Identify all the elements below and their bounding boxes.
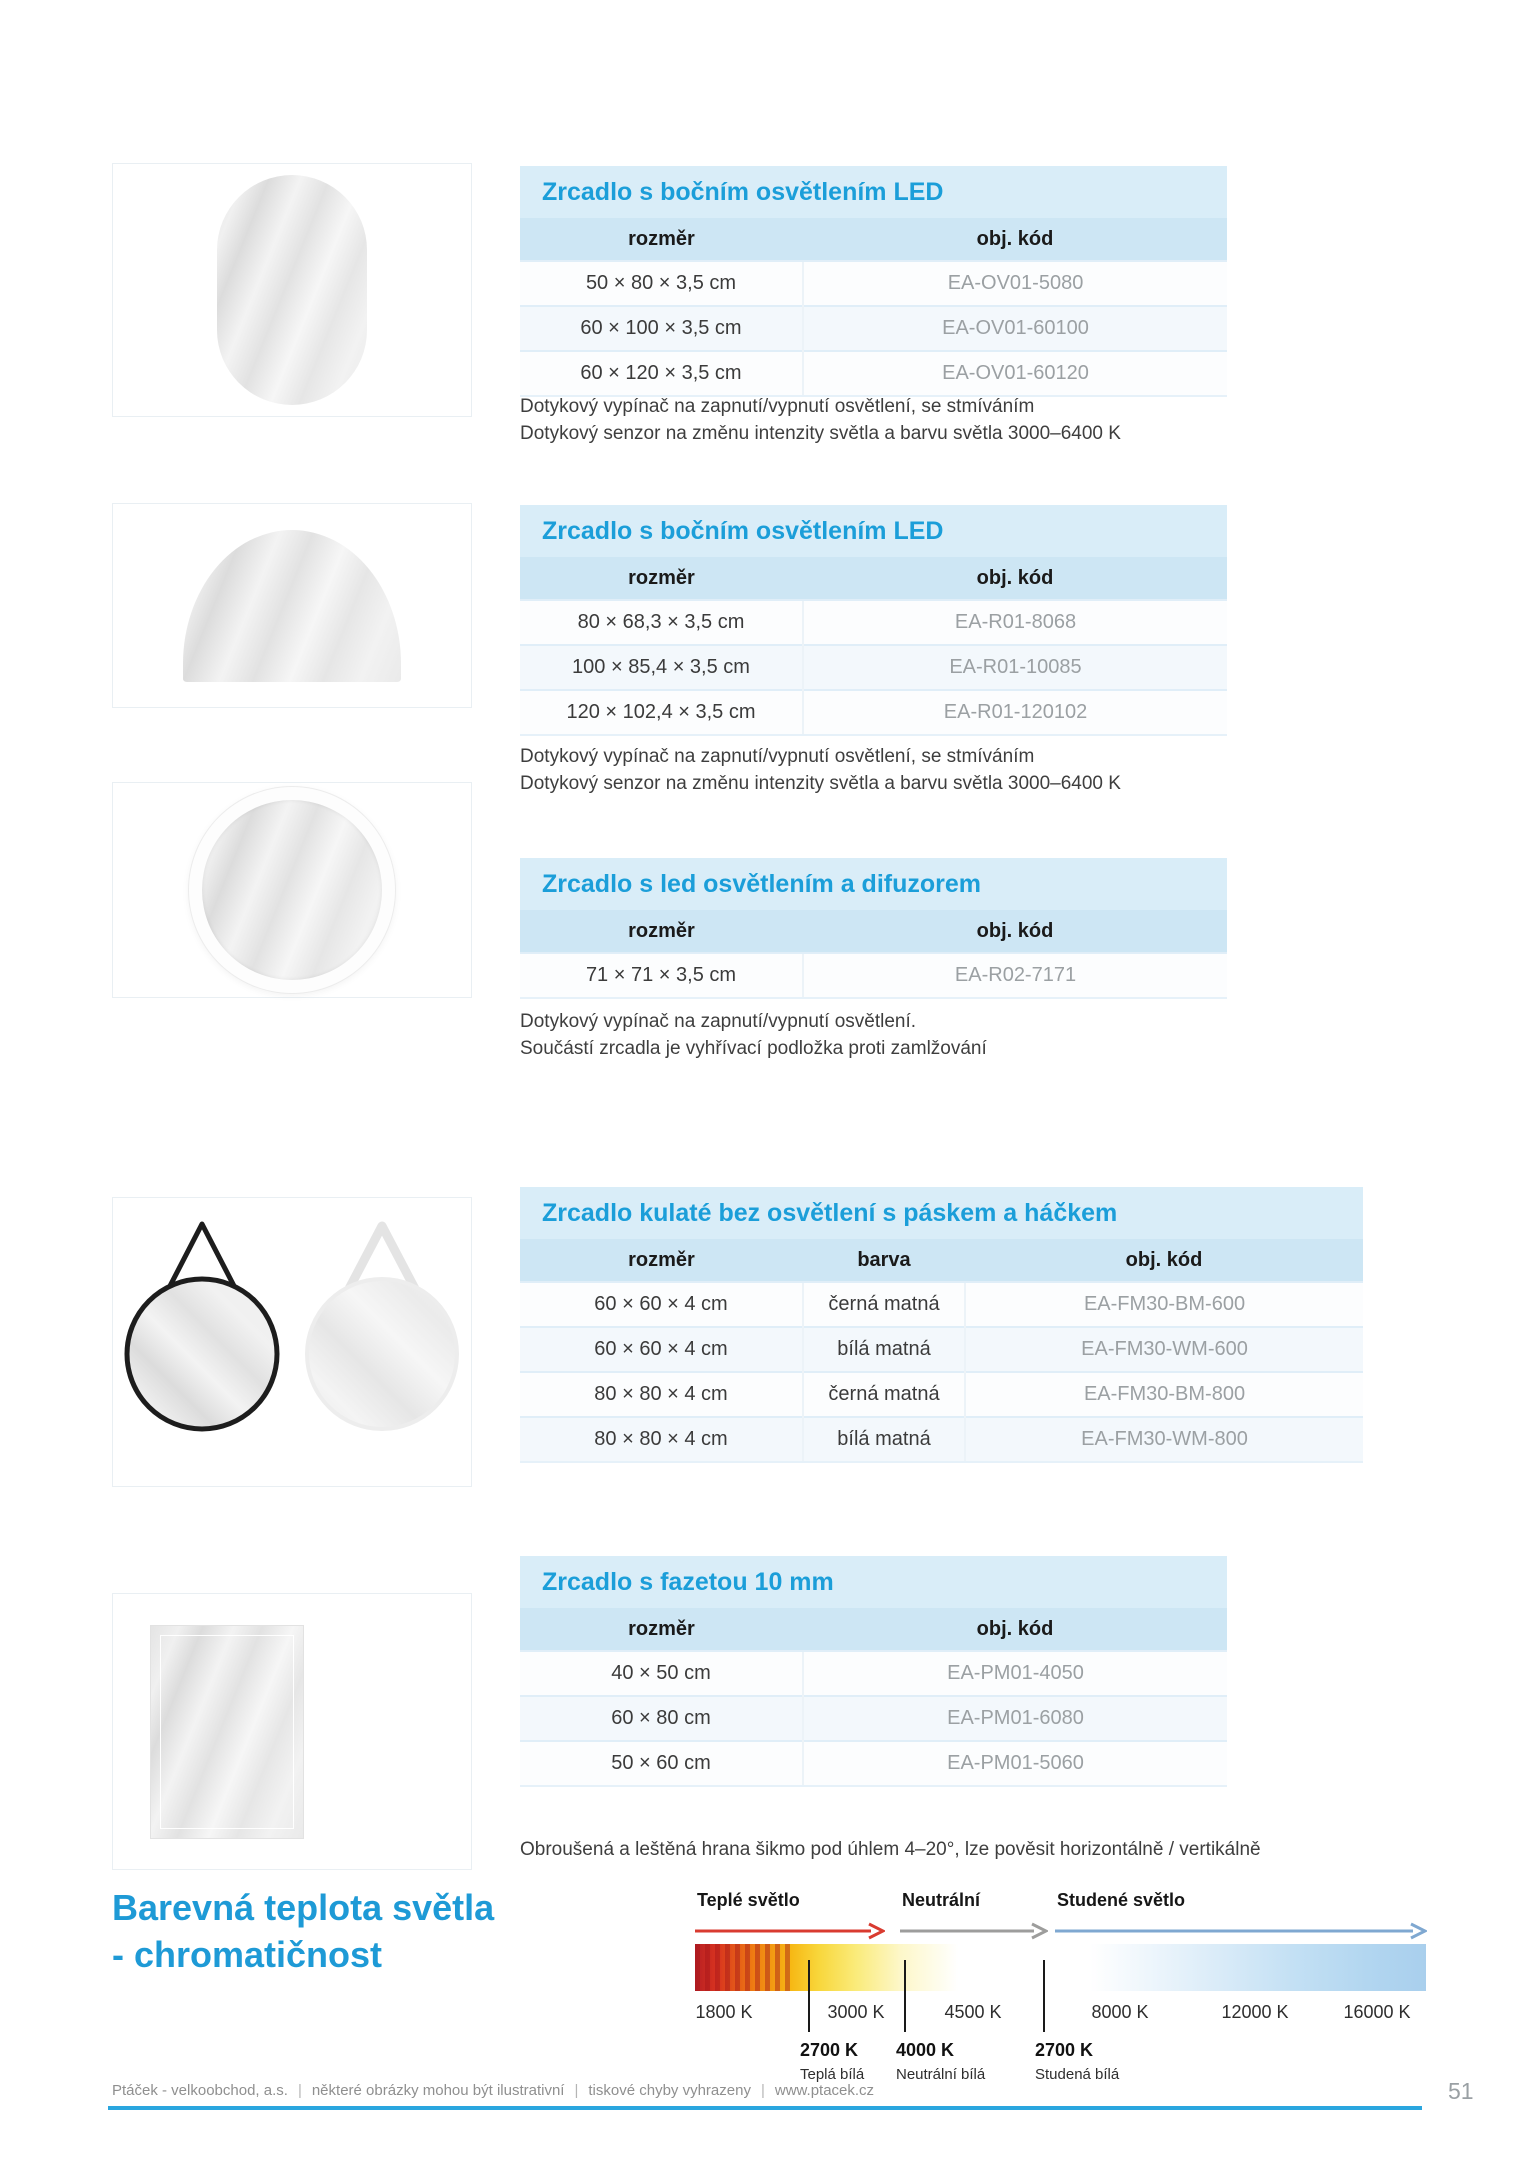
column-header: barva — [803, 1239, 965, 1282]
mark-value: 2700 K — [1035, 2040, 1094, 2060]
table-cell: EA-OV01-5080 — [803, 261, 1227, 306]
warm-light-label: Teplé světlo — [697, 1890, 800, 1910]
table-cell: 80 × 68,3 × 3,5 cm — [520, 600, 803, 645]
column-header: rozměr — [520, 1608, 803, 1651]
table-row — [520, 351, 1227, 396]
neutral-arrow-icon — [900, 1922, 1048, 1940]
table-cell: 50 × 60 cm — [520, 1741, 803, 1786]
scale-label: 4500 K — [944, 2002, 1002, 2022]
table-cell: 80 × 80 × 4 cm — [520, 1417, 803, 1462]
color-temperature-heading — [112, 1884, 494, 1978]
table-cell: EA-PM01-5060 — [803, 1741, 1227, 1786]
scale-label: 16000 K — [1343, 2002, 1411, 2022]
table-cell: EA-FM30-BM-800 — [965, 1372, 1363, 1417]
table-cell: 50 × 80 × 3,5 cm — [520, 261, 803, 306]
oval-mirror-image — [217, 175, 367, 405]
product-table — [520, 858, 1227, 999]
table-cell: EA-FM30-WM-600 — [965, 1327, 1363, 1372]
table-cell: EA-PM01-4050 — [803, 1651, 1227, 1696]
mark-value: 2700 K — [800, 2040, 859, 2060]
table-row — [520, 306, 1227, 351]
white-strap-mirror-image — [302, 1212, 462, 1434]
column-header: rozměr — [520, 218, 803, 261]
table-row — [520, 1327, 1363, 1372]
product-title: Zrcadlo s bočním osvětlením LED — [520, 505, 1227, 557]
table-row — [520, 1417, 1363, 1462]
table-row — [520, 1741, 1227, 1786]
product-notes — [520, 1008, 987, 1062]
note-line: Dotykový vypínač na zapnutí/vypnutí osvětlení, se stmíváním — [520, 746, 1035, 767]
mark-label: Neutrální bílá — [896, 2066, 986, 2083]
table-cell: 71 × 71 × 3,5 cm — [520, 953, 803, 998]
product-table — [520, 166, 1227, 397]
table-cell: EA-OV01-60120 — [803, 351, 1227, 396]
note-line: Součástí zrcadla je vyhřívací podložka proti zamlžování — [520, 1038, 987, 1059]
product-table — [520, 505, 1227, 736]
column-header: obj. kód — [803, 1608, 1227, 1651]
footer-item: některé obrázky mohou být ilustrativní — [311, 2082, 565, 2099]
mark-value: 4000 K — [896, 2040, 955, 2060]
column-header: obj. kód — [965, 1239, 1363, 1282]
footer-separator: | — [297, 2082, 302, 2099]
product-image-box — [112, 782, 472, 998]
table-cell: 120 × 102,4 × 3,5 cm — [520, 690, 803, 735]
product-title: Zrcadlo s led osvětlením a difuzorem — [520, 858, 1227, 910]
black-strap-mirror-image — [122, 1212, 282, 1434]
product-image-box — [112, 503, 472, 708]
table-row — [520, 645, 1227, 690]
footer-item: tiskové chyby vyhrazeny — [588, 2082, 751, 2099]
scale-label: 3000 K — [827, 2002, 885, 2022]
table-cell: 60 × 100 × 3,5 cm — [520, 306, 803, 351]
product-title: Zrcadlo kulaté bez osvětlení s páskem a háčkem — [520, 1187, 1363, 1239]
color-temperature-gradient-bar — [695, 1944, 1426, 1991]
table-cell: EA-R01-10085 — [803, 645, 1227, 690]
page-number: 51 — [1448, 2078, 1474, 2104]
table-cell: 80 × 80 × 4 cm — [520, 1372, 803, 1417]
mark-label: Teplá bílá — [800, 2066, 865, 2083]
table-cell: 60 × 60 × 4 cm — [520, 1282, 803, 1327]
footer-separator: | — [760, 2082, 765, 2099]
table-row — [520, 953, 1227, 998]
table-cell: 60 × 60 × 4 cm — [520, 1327, 803, 1372]
neutral-light-label: Neutrální — [902, 1890, 981, 1910]
footer-website-link[interactable]: www.ptacek.cz — [774, 2082, 875, 2099]
table-row — [520, 1696, 1227, 1741]
warm-stripes — [695, 1944, 791, 1991]
table-row — [520, 1282, 1363, 1327]
table-row — [520, 1651, 1227, 1696]
scale-label: 12000 K — [1221, 2002, 1289, 2022]
tick-mark — [808, 1960, 810, 2032]
column-header: obj. kód — [803, 218, 1227, 261]
note-line: Dotykový vypínač na zapnutí/vypnutí osvětlení. — [520, 1011, 917, 1032]
table-row — [520, 261, 1227, 306]
table-cell: EA-R01-120102 — [803, 690, 1227, 735]
table-cell: EA-FM30-WM-800 — [965, 1417, 1363, 1462]
table-row — [520, 690, 1227, 735]
column-header: rozměr — [520, 1239, 803, 1282]
table-cell: 60 × 80 cm — [520, 1696, 803, 1741]
scale-label: 8000 K — [1091, 2002, 1149, 2022]
table-cell: EA-OV01-60100 — [803, 306, 1227, 351]
table-cell: EA-R02-7171 — [803, 953, 1227, 998]
product-table — [520, 1556, 1227, 1787]
table-cell: EA-PM01-6080 — [803, 1696, 1227, 1741]
note-line: Dotykový senzor na změnu intenzity světla a barvu světla 3000–6400 K — [520, 773, 1121, 794]
product-image-box — [112, 163, 472, 417]
column-header: obj. kód — [803, 910, 1227, 953]
facet-mirror-image — [151, 1626, 303, 1838]
footer-item: Ptáček - velkoobchod, a.s. — [112, 2082, 288, 2099]
table-cell: černá matná — [803, 1372, 965, 1417]
footer-divider-line — [108, 2106, 1422, 2110]
strap-mirrors-image — [122, 1212, 462, 1434]
table-cell: 60 × 120 × 3,5 cm — [520, 351, 803, 396]
table-cell: EA-R01-8068 — [803, 600, 1227, 645]
table-cell: bílá matná — [803, 1417, 965, 1462]
product-notes — [520, 1836, 1261, 1863]
column-header: rozměr — [520, 557, 803, 600]
table-row — [520, 1372, 1363, 1417]
product-table — [520, 1187, 1363, 1463]
tick-mark — [904, 1960, 906, 2032]
heading-line-1: Barevná teplota světla — [112, 1887, 495, 1928]
note-line: Dotykový senzor na změnu intenzity světla a barvu světla 3000–6400 K — [520, 423, 1121, 444]
footer — [112, 2082, 874, 2099]
table-cell: 40 × 50 cm — [520, 1651, 803, 1696]
table-cell: černá matná — [803, 1282, 965, 1327]
product-title: Zrcadlo s bočním osvětlením LED — [520, 166, 1227, 218]
product-title: Zrcadlo s fazetou 10 mm — [520, 1556, 1227, 1608]
scale-label: 1800 K — [695, 2002, 753, 2022]
column-header: obj. kód — [803, 557, 1227, 600]
note-line: Dotykový vypínač na zapnutí/vypnutí osvětlení, se stmíváním — [520, 396, 1035, 417]
heading-line-2: - chromatičnost — [112, 1934, 383, 1975]
warm-arrow-icon — [695, 1922, 885, 1940]
product-image-box — [112, 1593, 472, 1870]
product-notes — [520, 743, 1121, 797]
footer-separator: | — [574, 2082, 579, 2099]
round-mirror-image — [189, 787, 395, 993]
product-notes — [520, 393, 1121, 447]
product-image-box — [112, 1197, 472, 1487]
table-row — [520, 600, 1227, 645]
column-header: rozměr — [520, 910, 803, 953]
mark-label: Studená bílá — [1035, 2066, 1120, 2083]
half-round-mirror-image — [183, 530, 401, 682]
table-cell: EA-FM30-BM-600 — [965, 1282, 1363, 1327]
cold-light-label: Studené světlo — [1057, 1890, 1186, 1910]
table-cell: 100 × 85,4 × 3,5 cm — [520, 645, 803, 690]
cold-arrow-icon — [1055, 1922, 1427, 1940]
table-cell: bílá matná — [803, 1327, 965, 1372]
tick-mark — [1043, 1960, 1045, 2032]
note-line: Obroušená a leštěná hrana šikmo pod úhlem 4–20°, lze pověsit horizontálně / vertikálně — [520, 1839, 1261, 1860]
